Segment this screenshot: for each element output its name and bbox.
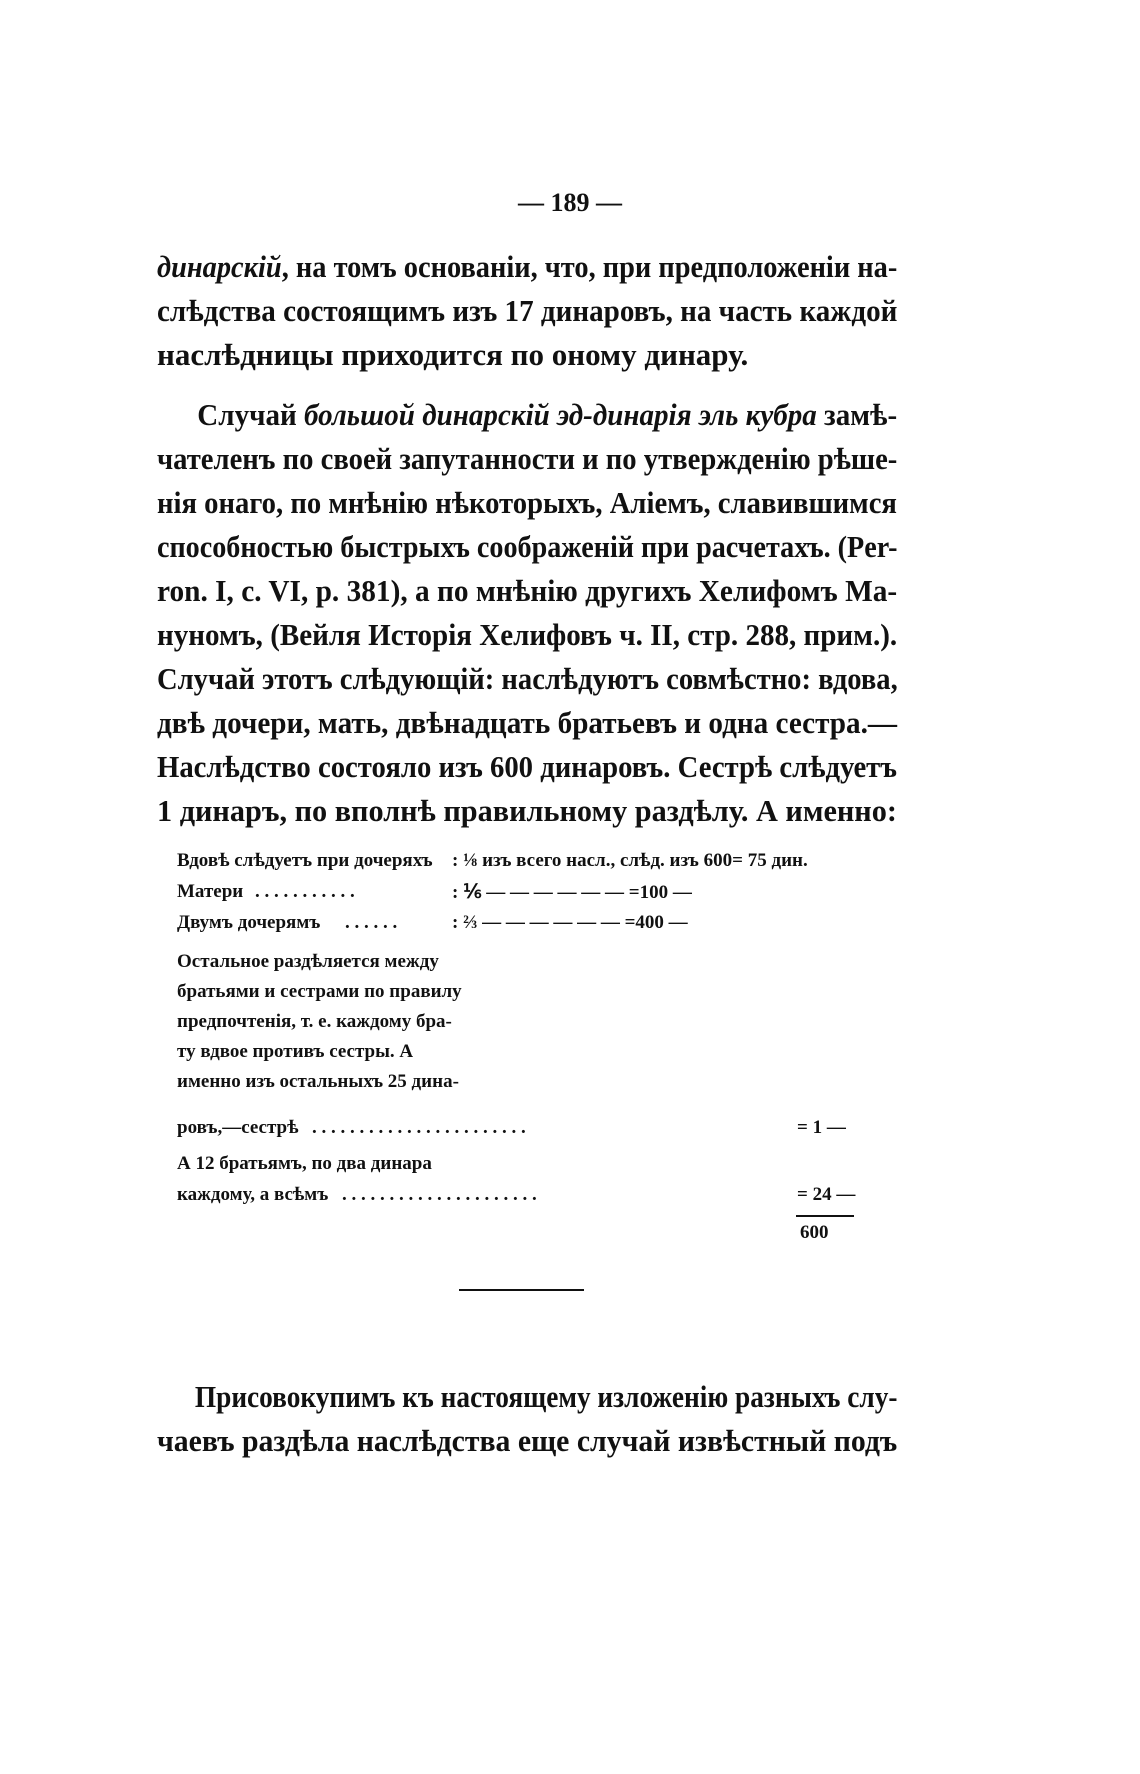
total-value: 600 [800,1222,829,1243]
italic-term: динарскій [157,249,282,284]
paragraph-1 [157,245,897,377]
text-run: Случай [197,397,304,432]
text-line [157,393,898,437]
paragraph-2 [157,393,897,833]
row-label: А 12 братьямъ, по два динара [177,1153,432,1174]
note-line: Остальное раздѣляется между [177,951,439,972]
text-line: нія онаго, по мнѣнію нѣкоторыхъ, Аліемъ, славившимся [157,485,897,520]
row-label: Матери [177,881,244,902]
text-line: 1 динаръ, по вполнѣ правильному раздѣлу. А именно: [157,793,897,828]
text-line: Присовокупимъ къ настоящему изложенію разныхъ слу- [194,1379,898,1414]
leader-dots: . . . . . . . . . . . [255,881,355,902]
row-value: = 1 — [797,1117,846,1138]
text-line: чаевъ раздѣла наслѣдства еще случай извѣстный подъ [157,1423,898,1458]
text-line: слѣдства состоящимъ изъ 17 динаровъ, на часть каждой [157,293,898,328]
row-value: = 24 — [797,1184,856,1205]
leader-dots: . . . . . . . . . . . . . . . . . . . . . . . [312,1117,526,1138]
table-row [177,1153,887,1183]
leader-dots: . . . . . . . . . . . . . . . . . . . . . [342,1184,537,1205]
table-row [177,912,887,942]
row-value: : ⅛ изъ всего насл., слѣд. изъ 600= 75 дин. [452,850,808,871]
sum-rule [796,1215,854,1217]
table-note [177,947,477,1097]
text-line: способностью быстрыхъ соображеній при расчетахъ. (Per- [157,529,898,564]
text-line: нуномъ, (Вейля Исторія Хелифовъ ч. II, стр. 288, прим.). [157,617,898,652]
paragraph-3 [157,1375,897,1463]
text-run: замѣ- [816,397,898,432]
table-row [177,1117,887,1147]
note-line: братьями и сестрами по правилу [177,981,462,1002]
table-row [177,881,887,911]
note-line: именно изъ остальныхъ 25 дина- [177,1071,459,1092]
leader-dots: . . . . . . [345,912,398,933]
row-value: : ⅙ — — — — — — =100 — [452,882,692,903]
row-label: ровъ,—сестрѣ [177,1117,299,1138]
text-line: ron. I, c. VI, p. 381), а по мнѣнію другихъ Хелифомъ Ма- [157,573,898,608]
text-line: Наслѣдство состояло изъ 600 динаровъ. Сестрѣ слѣдуетъ [157,749,898,784]
row-label: каждому, а всѣмъ [177,1184,329,1205]
table-row [177,1184,887,1214]
text-line: наслѣдницы приходится по оному динару. [157,337,749,372]
text-line: двѣ дочери, мать, двѣнадцать братьевъ и одна сестра.— [157,705,898,740]
text-line: Случай этотъ слѣдующій: наслѣдуютъ совмѣстно: вдова, [157,661,898,696]
table-row [177,850,887,880]
text-line [157,245,898,289]
row-label: Вдовѣ слѣдуетъ при дочеряхъ [177,850,433,871]
note-line: ту вдвое противъ сестры. А [177,1041,414,1062]
page-number: — 189 — [518,188,622,217]
text-run: , на томъ основаніи, что, при предположеніи на- [281,249,898,284]
text-line: чателенъ по своей запутанности и по утвержденію рѣше- [157,441,898,476]
italic-term: большой динарскій эд-динарія эль кубра [303,397,817,432]
row-value: : ⅔ — — — — — — =400 — [452,912,688,933]
row-label: Двумъ дочерямъ [177,912,321,933]
section-separator [459,1289,584,1291]
note-line: предпочтенія, т. е. каждому бра- [177,1011,452,1032]
